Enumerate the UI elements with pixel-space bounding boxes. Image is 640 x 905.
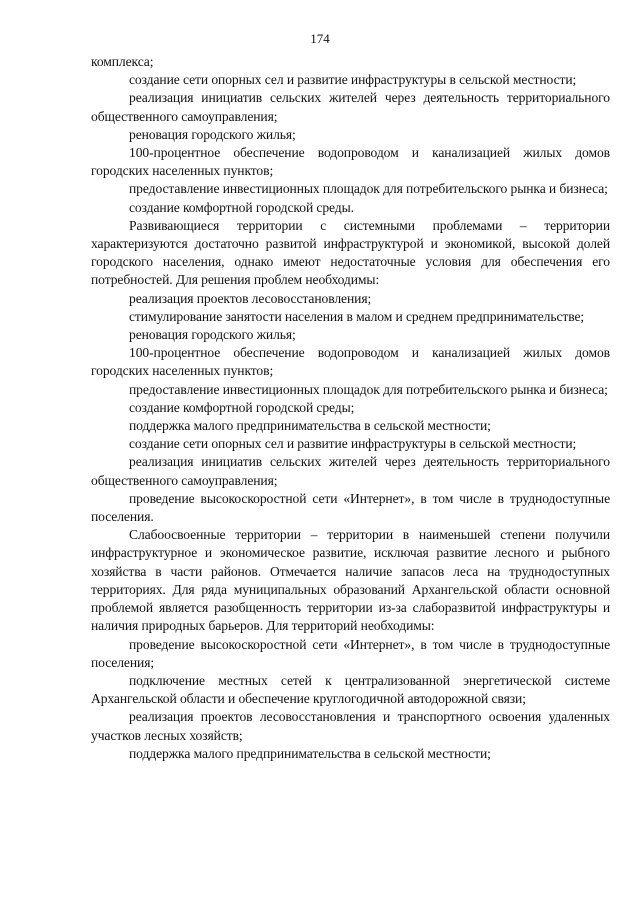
paragraph: 100-процентное обеспечение водопроводом и канализацией жилых домов городских населенных пунктов; <box>91 145 610 179</box>
paragraph: 100-процентное обеспечение водопроводом и канализацией жилых домов городских населенных пунктов; <box>91 345 610 379</box>
paragraph: подключение местных сетей к централизованной энергетической системе Архангельской области и обеспечение круглогодичной автодорожной связи; <box>91 672 610 707</box>
paragraph: предоставление инвестиционных площадок для потребительского рынка и бизнеса; <box>129 381 608 397</box>
paragraph: реализация инициатив сельских жителей через деятельность территориального общественного самоуправления; <box>91 454 610 488</box>
paragraph: реновация городского жилья; <box>129 126 296 142</box>
paragraph: поддержка малого предпринимательства в сельской местности; <box>129 418 491 434</box>
paragraph: реновация городского жилья; <box>129 327 296 343</box>
paragraph: предоставление инвестиционных площадок для потребительского рынка и бизнеса; <box>129 181 608 197</box>
paragraph: создание сети опорных сел и развитие инфраструктуры в сельской местности; <box>129 72 577 88</box>
paragraph: реализация проектов лесовосстановления и транспортного освоения удаленных участков лесных хозяйств; <box>91 709 610 743</box>
paragraph: Слабоосвоенные территории – территории в наименьшей степени получили инфраструктурное и экономическое развитие, исключая развитие лесного и рыбного хозяйства в части районов. Отмечается наличие запасов леса на труднодоступных территориях. Для ряда муниципальных образований Архангельской области основной проблемой является разобщенность территории из-за слаборазвитой инфраструктуры и наличия природных барьеров. Для территорий необходимы: <box>91 527 610 634</box>
paragraph: проведение высокоскоростной сети «Интернет», в том числе в труднодоступные поселения; <box>91 636 610 670</box>
paragraph: стимулирование занятости населения в малом и среднем предпринимательстве; <box>129 308 585 324</box>
paragraph: реализация проектов лесовосстановления; <box>129 290 372 306</box>
body-text <box>91 53 610 763</box>
paragraph: поддержка малого предпринимательства в сельской местности; <box>129 745 491 761</box>
paragraph: проведение высокоскоростной сети «Интернет», в том числе в труднодоступные поселения. <box>91 490 610 525</box>
page-number: 174 <box>310 31 330 46</box>
paragraph: создание сети опорных сел и развитие инфраструктуры в сельской местности; <box>129 436 577 452</box>
paragraph: создание комфортной городской среды; <box>129 399 355 415</box>
paragraph: комплекса; <box>91 54 154 69</box>
paragraph: реализация инициатив сельских жителей через деятельность территориального общественного самоуправления; <box>91 90 610 124</box>
paragraph: создание комфортной городской среды. <box>129 199 354 215</box>
paragraph: Развивающиеся территории с системными проблемами – территории характеризуются достаточно развитой инфраструктурой и экономикой, высокой долей городского населения, однако имеют недостаточные условия для обеспечения его потребностей. Для решения проблем необходимы: <box>91 217 610 288</box>
